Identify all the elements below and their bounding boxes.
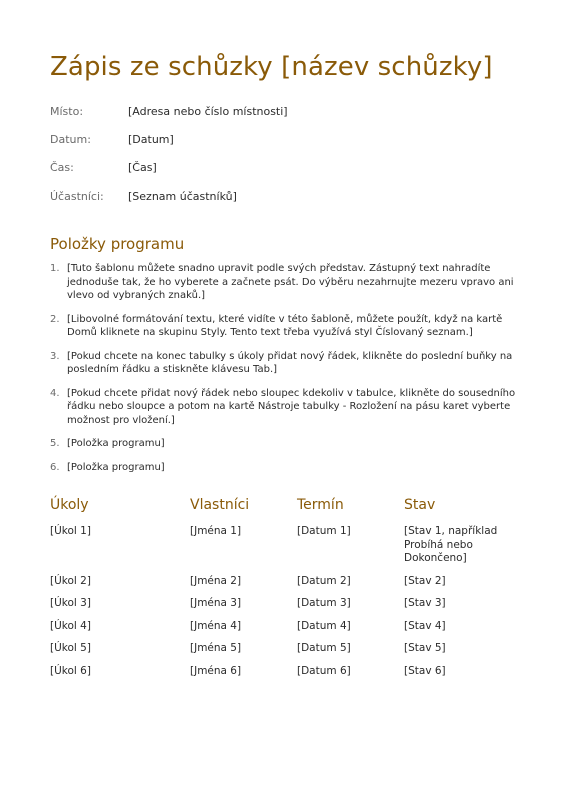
tasks-table — [50, 495, 520, 687]
state-cell: [Stav 5] — [404, 642, 446, 654]
task-cell: [Úkol 3] — [50, 597, 91, 609]
task-cell: [Úkol 1] — [50, 525, 91, 537]
meta-row-location — [50, 103, 520, 121]
agenda-item — [50, 313, 520, 340]
owner-cell: [Jména 6] — [190, 664, 242, 677]
agenda-item-number: 2. — [50, 313, 60, 325]
agenda-heading: Položky programu — [50, 235, 185, 253]
agenda-item — [50, 387, 520, 428]
tasks-header-owner: Vlastníci — [190, 497, 250, 513]
table-row — [50, 575, 520, 598]
agenda-item-number: 4. — [50, 387, 60, 399]
page-title: Zápis ze schůzky [název schůzky] — [50, 52, 493, 82]
table-row — [50, 525, 520, 575]
tasks-header-state: Stav — [404, 497, 436, 513]
owner-cell: [Jména 4] — [190, 619, 242, 632]
meta-label-date: Datum: — [50, 133, 91, 146]
agenda-item-number: 5. — [50, 438, 60, 449]
meta-value-time: [Čas] — [128, 161, 157, 174]
state-cell: [Stav 1, například Probíhá nebo Dokončeno] — [404, 525, 498, 564]
meta-label-attendees: Účastníci: — [50, 190, 104, 203]
tasks-header-row — [50, 495, 520, 525]
agenda-item — [50, 437, 520, 451]
task-cell: [Úkol 2] — [50, 574, 91, 587]
task-cell: [Úkol 5] — [50, 642, 91, 654]
owner-cell: [Jména 3] — [190, 597, 242, 609]
agenda-item-number: 6. — [50, 461, 60, 473]
tasks-header-term: Termín — [297, 497, 344, 513]
meta-row-date — [50, 131, 520, 149]
meta-value-location: [Adresa nebo číslo místnosti] — [128, 105, 288, 118]
agenda-item-text: [Položka programu] — [67, 438, 165, 449]
meta-label-location: Místo: — [50, 105, 84, 118]
meta-value-attendees: [Seznam účastníků] — [128, 190, 237, 203]
term-cell: [Datum 6] — [297, 664, 351, 677]
meta-label-time: Čas: — [50, 161, 74, 174]
agenda-item-text: [Položka programu] — [67, 461, 165, 473]
agenda-item-text: [Pokud chcete přidat nový řádek nebo sloupec kdekoliv v tabulce, klikněte do sousedního řádku nebo sloupce a potom na kartě Nástroje tabulky - Rozložení na pásu karet vyberte možnost pro vložení.] — [67, 387, 516, 426]
state-cell: [Stav 3] — [404, 597, 446, 609]
tasks-header-task: Úkoly — [50, 497, 89, 513]
meta-row-attendees — [50, 188, 520, 206]
state-cell: [Stav 4] — [404, 619, 446, 632]
owner-cell: [Jména 1] — [190, 525, 242, 537]
term-cell: [Datum 2] — [297, 574, 351, 587]
owner-cell: [Jména 5] — [190, 642, 242, 654]
agenda-item-text: [Libovolné formátování textu, které vidíte v této šabloně, můžete použít, když na kartě Domů kliknete na skupinu Styly. Tento text třeba využívá styl Číslovaný seznam.] — [67, 313, 503, 338]
agenda-item-text: [Tuto šablonu můžete snadno upravit podle svých představ. Zástupný text nahradíte jednoduše tak, že ho vyberete a začnete psát. Do výběru nezahrnujte mezeru vpravo ani vlevo od vybraných znaků.] — [67, 263, 514, 301]
agenda-list — [50, 262, 520, 484]
agenda-item-number: 1. — [50, 263, 60, 274]
term-cell: [Datum 1] — [297, 525, 351, 537]
task-cell: [Úkol 4] — [50, 619, 91, 632]
table-row — [50, 642, 520, 665]
agenda-item-number: 3. — [50, 350, 60, 362]
task-cell: [Úkol 6] — [50, 664, 91, 677]
term-cell: [Datum 3] — [297, 597, 351, 609]
state-cell: [Stav 2] — [404, 574, 446, 587]
meta-row-time — [50, 159, 520, 177]
agenda-item — [50, 461, 520, 475]
table-row — [50, 597, 520, 620]
agenda-item-text: [Pokud chcete na konec tabulky s úkoly přidat nový řádek, klikněte do poslední buňky na posledním řádku a stiskněte klávesu Tab.] — [67, 350, 513, 375]
term-cell: [Datum 5] — [297, 642, 351, 654]
table-row — [50, 620, 520, 643]
owner-cell: [Jména 2] — [190, 574, 242, 587]
meta-value-date: [Datum] — [128, 133, 174, 146]
table-row — [50, 665, 520, 688]
term-cell: [Datum 4] — [297, 619, 351, 632]
agenda-item — [50, 262, 520, 303]
state-cell: [Stav 6] — [404, 664, 446, 677]
agenda-item — [50, 350, 520, 377]
